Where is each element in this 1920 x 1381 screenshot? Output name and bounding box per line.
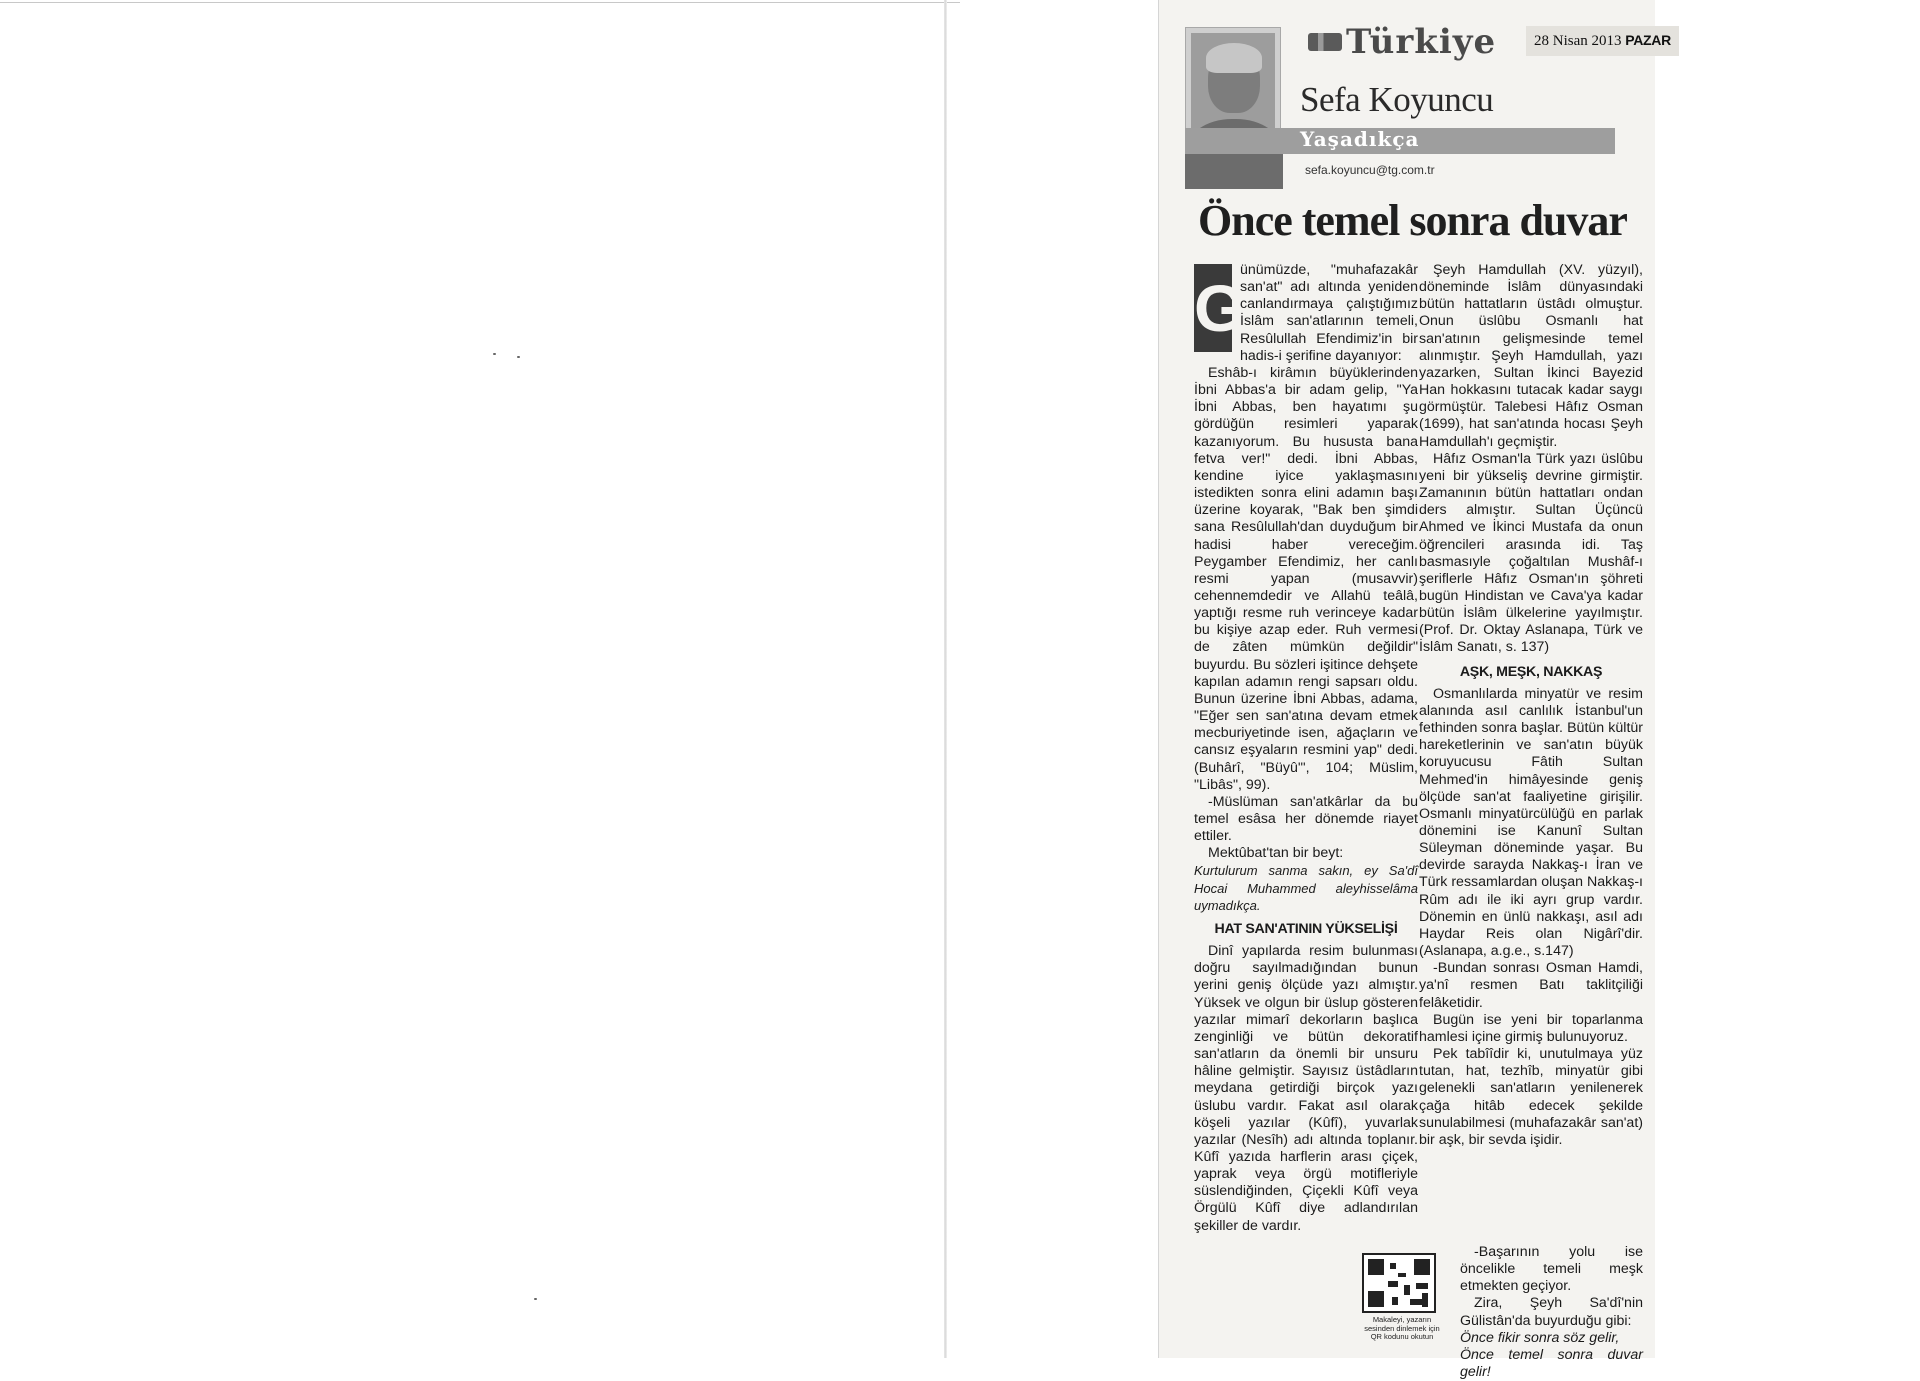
scan-speck <box>534 1298 537 1300</box>
column-rubric: Yaşadıkça <box>1300 127 1420 151</box>
qr-code-block <box>1362 1253 1442 1357</box>
verse-quote: Önce fikir sonra söz gelir, <box>1460 1329 1620 1346</box>
article-column-2 <box>1419 262 1643 1149</box>
issue-date: 28 Nisan 2013 PAZAR <box>1526 26 1679 56</box>
qr-caption: Makaleyi, yazarın sesinden dinlemek için QR kodunu okutun <box>1364 1315 1440 1341</box>
page-gutter <box>944 0 947 1358</box>
paragraph: Şeyh Hamdullah (XV. yüzyıl), döneminde İslâm dünyasındaki bütün hattatların üstâdı olmuştur. Onun üslûbu Osmanlı hat san'atının gelişmesinde temel alınmıştır. Şeyh Hamdullah, yazı yazarken, Sultan İkinci Bayezid Han hokkasını tutacak kadar saygı görmüştür. Talebesi Hâfız Osman (1699), hat san'atında hocası Şeyh Hamdullah'ı geçmiştir. <box>1419 262 1643 450</box>
article-column-1 <box>1194 262 1418 1235</box>
author-email: sefa.koyuncu@tg.com.tr <box>1305 163 1435 177</box>
newspaper-logo: Türkiye <box>1308 22 1496 62</box>
paragraph: -Müslüman san'atkârlar da bu temel esâsa her dönemde riayet ettiler. <box>1194 793 1418 845</box>
paragraph: Mektûbat'tan bir beyt: <box>1208 845 1344 862</box>
author-name: Sefa Koyuncu <box>1300 80 1494 119</box>
paragraph: Osmanlılarda minyatür ve resim alanında asıl canlılık İstanbul'un fethinden sonra başlar. Bütün kültür hareketlerinin ve san'atın büyük koruyucusu Fâtih Sultan Mehmed'in himâyesinde geniş ölçüde san'at faaliyetine girişilir. Osmanlı minyatürcülüğü en parlak dönemini ise Kanunî Sultan Süleyman döneminde yaşar. Bu devirde sarayda Nakkaş-ı İran ve Türk ressamlardan oluşan Nakkaş-ı Rûm adı ile iki ayrı grup vardır. Dönemin en ünlü nakkaşı, asıl adı Haydar Reis olan Nigârî'dir. (Aslanapa, a.g.e., s.147) <box>1419 685 1643 960</box>
masthead <box>1308 22 1496 62</box>
paragraph: ünümüzde, "muhafazakâr san'at" adı altında yeniden canlandırmaya çalıştığımız İslâm san'atlarının temeli, Resûlullah Efendimiz'in bir hadis-i şerifine dayanıyor: <box>1240 262 1418 364</box>
paragraph: Pek tabîîdir ki, unutulmaya yüz tutan, hat, tezhîb, minyatür gibi gelenekli san'atların yenilenerek çağa hitâb edecek şekilde sunulabilmesi (muhafazakâr san'at) bir aşk, bir sevda işidir. <box>1419 1046 1643 1148</box>
scan-speck <box>493 353 496 355</box>
scan-speck <box>517 356 520 358</box>
scan-edge-line <box>0 2 960 3</box>
article-column-2-tail <box>1460 1244 1643 1381</box>
verse-quote: Kurtulurum sanma sakın, ey Sa'dî Hocai Muhammed aleyhisselâma uymadıkça. <box>1194 863 1418 913</box>
paragraph: -Bundan sonrası Osman Hamdi, ya'nî resmen Batı taklitçiliği felâketidir. <box>1419 960 1643 1011</box>
flag-emblem-icon <box>1308 33 1342 51</box>
paragraph: Bugün ise yeni bir toparlanma hamlesi içine girmiş bulunuyoruz. <box>1419 1011 1643 1045</box>
article-headline: Önce temel sonra duvar <box>1198 196 1627 245</box>
paragraph: Hâfız Osman'la Türk yazı üslûbu yeni bir yükseliş devrine girmiştir. Zamanının bütün hattatları ondan ders almıştır. Sultan Üçüncü Ahmed ve İkinci Mustafa da onun öğrencileri arasında idi. Taş basmasıyle çoğaltılan Mushâf-ı şeriflerle Hâfız Osman'ın şöhreti bugün Hindistan ve Cava'ya kadar bütün İslâm ülkelerine yayılmıştır. (Prof. Dr. Oktay Aslanapa, Türk ve İslâm Sanatı, s. 137) <box>1419 450 1643 656</box>
verse-quote: Önce temel sonra duvar gelir! <box>1460 1346 1643 1381</box>
paragraph: Dinî yapılarda resim bulunması doğru sayılmadığından bunun yerini geniş ölçüde yazı almıştır. Yüksek ve olgun bir üslup gösteren yazılar mimarî dekorların başlıca zenginliği ve bütün dekoratif san'atların da önemli bir unsuru hâline gelmiştir. Sayısız üstâdların meydana getirdiği birçok yazı üslubu vardır. Fakat asıl olarak köşeli yazılar (Kûfî), yuvarlak yazılar (Nesîh) adı altında toplanır. Kûfî yazıda harflerin arası çiçek, yaprak veya örgü motifleriyle süslendiğinden, Çiçekli Kûfî veya Örgülü Kûfî diye adlandırılan şekiller de vardır. <box>1194 943 1418 1234</box>
paragraph: Eshâb-ı kirâmın büyüklerinden İbni Abbas'a bir adam gelip, "Ya İbni Abbas, ben hayatımı şu gördüğün resimleri yaparak kazanıyorum. Bu hususta bana fetva ver!" dedi. İbni Abbas, kendine iyice yaklaşmasını istedikten sonra elini adamın başı üzerine koyarak, "Bak ben şimdi sana Resûlullah'dan duyduğum bir hadisi haber vereceğim. Peygamber Efendimiz, her canlı resmi yapan (musavvir) cehennemdedir ve Allahü teâlâ, yaptığı resme ruh verinceye kadar bu kişiye azap eder. Ruh vermesi de zâten mümkün değildir" buyurdu. Bu sözleri işitince dehşete kapılan adamın rengi sapsarı oldu. Bunun üzerine İbni Abbas, adama, "Eğer sen san'atına devam etmek mecburiyetinde isen, ağaçların ve cansız eşyaların resmini yap" dedi. (Buhârî, "Büyû'", 104; Müslim, "Libâs", 99). <box>1194 364 1418 793</box>
section-heading: AŞK, MEŞK, NAKKAŞ <box>1459 663 1603 680</box>
paragraph: Zira, Şeyh Sa'dî'nin Gülistân'da buyurduğu gibi: <box>1460 1295 1643 1329</box>
paragraph: -Başarının yolu ise öncelikle temeli meşk etmekten geçiyor. <box>1460 1244 1643 1295</box>
drop-cap: G <box>1194 264 1232 352</box>
qr-code-icon <box>1362 1253 1436 1313</box>
section-heading: HAT SAN'ATININ YÜKSELİŞİ <box>1214 920 1398 937</box>
